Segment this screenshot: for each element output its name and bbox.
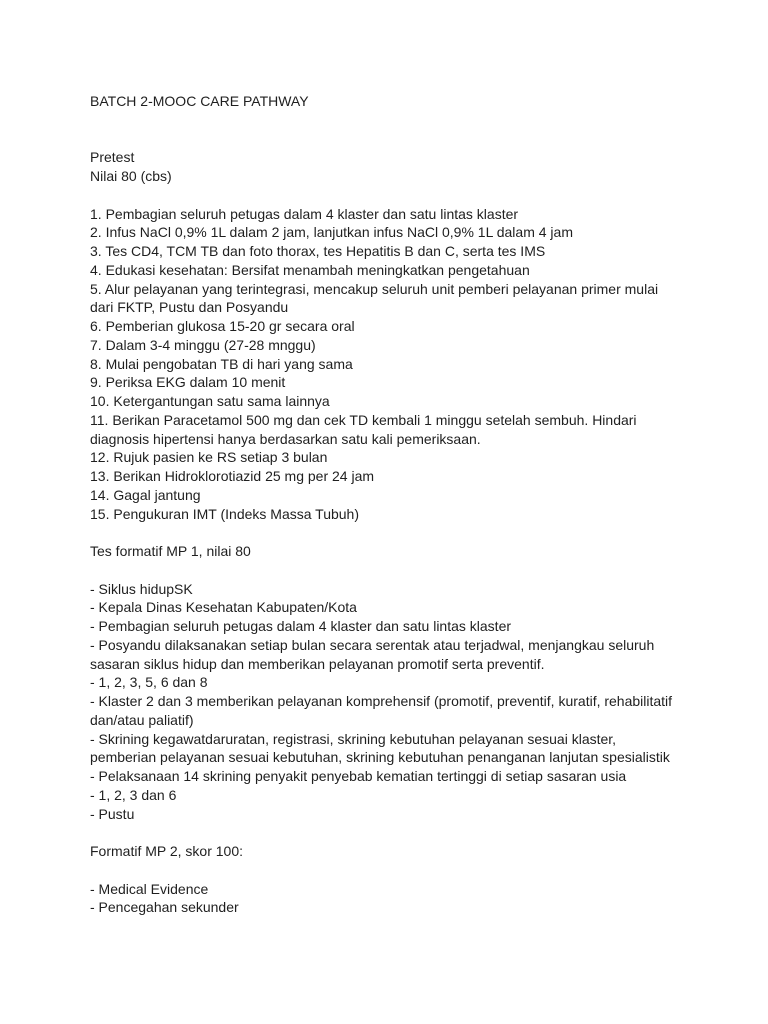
list-item: 9. Periksa EKG dalam 10 menit (90, 374, 286, 391)
list-item: - Pembagian seluruh petugas dalam 4 klaster dan satu lintas klaster (90, 618, 512, 634)
list-item: - Pencegahan sekunder (90, 899, 239, 916)
list-item: 15. Pengukuran IMT (Indeks Massa Tubuh) (90, 505, 359, 522)
list-item: - Pelaksanaan 14 skrining penyakit penyebab kematian tertinggi di setiap sasaran usia (90, 768, 627, 784)
list-item: dari FKTP, Pustu dan Posyandu (90, 299, 289, 316)
list-item: - 1, 2, 3 dan 6 (90, 786, 177, 803)
list-item: 6. Pemberian glukosa 15-20 gr secara oral (90, 318, 355, 334)
spacer (90, 823, 690, 842)
list-item: 3. Tes CD4, TCM TB dan foto thorax, tes Hepatitis B dan C, serta tes IMS (90, 243, 546, 259)
list-item: 4. Edukasi kesehatan: Bersifat menambah meningkatkan pengetahuan (90, 261, 530, 278)
formatif-2-heading: Formatif MP 2, skor 100: (90, 843, 244, 859)
list-item: 1. Pembagian seluruh petugas dalam 4 klaster dan satu lintas klaster (90, 205, 519, 222)
list-item: - Skrining kegawatdaruratan, registrasi, skrining kebutuhan pelayanan sesuai klaster, (90, 730, 617, 747)
spacer (90, 861, 690, 880)
list-item: diagnosis hipertensi hanya berdasarkan satu kali pemeriksaan. (90, 430, 481, 447)
list-item: 7. Dalam 3-4 minggu (27-28 mnggu) (90, 336, 316, 353)
list-item: 14. Gagal jantung (90, 486, 201, 503)
pretest-list (90, 205, 690, 524)
list-item: - 1, 2, 3, 5, 6 dan 8 (90, 674, 208, 691)
pretest-heading: Pretest (90, 149, 135, 166)
spacer (90, 561, 690, 580)
list-item: dan/atau paliatif) (90, 711, 194, 728)
formatif-1-heading: Tes formatif MP 1, nilai 80 (90, 543, 251, 559)
list-item: pemberian pelayanan sesuai kebutuhan, skrining kebutuhan penanganan lanjutan spesialistik (90, 749, 670, 766)
list-item: - Pustu (90, 805, 135, 822)
list-item: - Siklus hidupSK (90, 580, 193, 597)
list-item: - Klaster 2 dan 3 memberikan pelayanan komprehensif (promotif, preventif, kuratif, rehabilitatif (90, 693, 673, 709)
list-item: 2. Infus NaCl 0,9% 1L dalam 2 jam, lanjutkan infus NaCl 0,9% 1L dalam 4 jam (90, 224, 573, 241)
list-item: - Kepala Dinas Kesehatan Kabupaten/Kota (90, 599, 357, 616)
list-item: 13. Berikan Hidroklorotiazid 25 mg per 24 jam (90, 468, 375, 484)
document-body (90, 92, 690, 917)
list-item: - Posyandu dilaksanakan setiap bulan secara serentak atau terjadwal, menjangkau seluruh (90, 636, 655, 653)
list-item: 12. Rujuk pasien ke RS setiap 3 bulan (90, 449, 328, 466)
list-item: 5. Alur pelayanan yang terintegrasi, mencakup seluruh unit pemberi pelayanan primer mulai (90, 280, 659, 297)
pretest-score: Nilai 80 (cbs) (90, 168, 172, 184)
list-item: 8. Mulai pengobatan TB di hari yang sama (90, 355, 353, 372)
formatif-2-list (90, 880, 690, 918)
document-title: BATCH 2-MOOC CARE PATHWAY (90, 93, 309, 109)
formatif-1-list (90, 580, 690, 824)
list-item: 11. Berikan Paracetamol 500 mg dan cek TD kembali 1 minggu setelah sembuh. Hindari (90, 411, 637, 428)
spacer (90, 523, 690, 542)
list-item: - Medical Evidence (90, 880, 209, 897)
spacer (90, 186, 690, 205)
list-item: sasaran siklus hidup dan memberikan pelayanan promotif serta preventif. (90, 655, 545, 672)
list-item: 10. Ketergantungan satu sama lainnya (90, 393, 330, 409)
